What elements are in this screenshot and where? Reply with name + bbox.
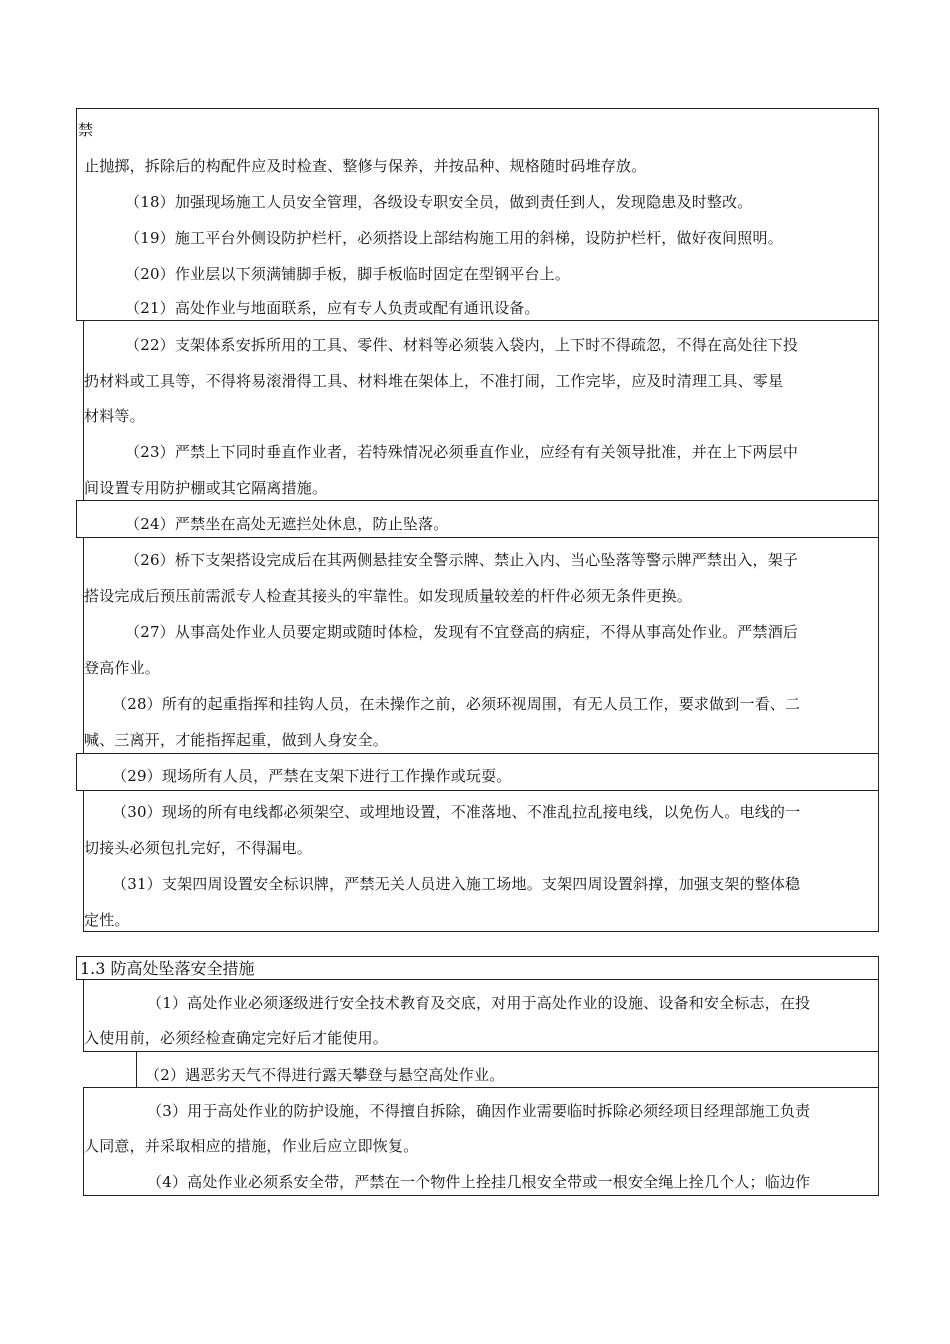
text-line: 喊、三离开，才能指挥起重，做到人身安全。 bbox=[84, 731, 389, 749]
text-block-1 bbox=[76, 108, 879, 321]
text-line: （22）支架体系安拆所用的工具、零件、材料等必须装入袋内，上下时不得疏忽，不得在高处往下投 bbox=[125, 336, 799, 354]
text-line: 入使用前，必须经检查确定完好后才能使用。 bbox=[84, 1029, 389, 1047]
text-line: 切接头必须包扎完好，不得漏电。 bbox=[84, 839, 313, 857]
text-line: 人同意，并采取相应的措施，作业后应立即恢复。 bbox=[84, 1137, 419, 1155]
text-line: （30）现场的所有电线都必须架空、或埋地设置，不准落地、不准乱拉乱接电线，以免伤人。电线的一 bbox=[112, 803, 801, 821]
text-line: （24）严禁坐在高处无遮拦处休息，防止坠落。 bbox=[125, 515, 449, 533]
text-line: （26）桥下支架搭设完成后在其两侧悬挂安全警示牌、禁止入内、当心坠落等警示牌严禁出入，架子 bbox=[125, 551, 799, 569]
text-line: （28）所有的起重指挥和挂钩人员，在未操作之前，必须环视周围，有无人员工作，要求做到一看、二 bbox=[112, 695, 801, 713]
text-line: （31）支架四周设置安全标识牌，严禁无关人员进入施工场地。支架四周设置斜撑，加强支架的整体稳 bbox=[112, 875, 801, 893]
text-line: 间设置专用防护棚或其它隔离措施。 bbox=[84, 479, 328, 497]
text-line: 止抛掷，拆除后的构配件应及时检查、整修与保养，并按品种、规格随时码堆存放。 bbox=[84, 157, 647, 175]
text-line: 材料等。 bbox=[84, 407, 145, 425]
text-line: 禁 bbox=[78, 121, 94, 139]
text-line: （1）高处作业必须逐级进行安全技术教育及交底，对用于高处作业的设施、设备和安全标志，在投 bbox=[147, 994, 811, 1012]
text-line: （4）高处作业必须系安全带，严禁在一个物件上拴挂几根安全带或一根安全绳上拴几个人；临边作 bbox=[147, 1173, 811, 1191]
text-line: （29）现场所有人员，严禁在支架下进行工作操作或玩耍。 bbox=[112, 767, 512, 785]
text-line: （19）施工平台外侧设防护栏杆，必须搭设上部结构施工用的斜梯，设防护栏杆，做好夜间照明。 bbox=[125, 229, 783, 247]
text-line: 搭设完成后预压前需派专人检查其接头的牢靠性。如发现质量较差的杆件必须无条件更换。 bbox=[84, 587, 693, 605]
text-line: （20）作业层以下须满铺脚手板，脚手板临时固定在型钢平台上。 bbox=[125, 265, 571, 283]
text-line: 登高作业。 bbox=[84, 659, 161, 677]
text-line: （27）从事高处作业人员要定期或随时体检，发现有不宜登高的病症，不得从事高处作业。严禁酒后 bbox=[125, 623, 799, 641]
text-line: （2）遇恶劣天气不得进行露天攀登与悬空高处作业。 bbox=[145, 1066, 505, 1084]
text-line: 扔材料或工具等，不得将易滚滑得工具、材料堆在架体上，不准打闹，工作完毕，应及时清理工具、零星 bbox=[84, 372, 784, 390]
section-title: 1.3 防高处坠落安全措施 bbox=[80, 959, 255, 978]
text-line: （21）高处作业与地面联系，应有专人负责或配有通讯设备。 bbox=[125, 299, 540, 317]
text-line: （23）严禁上下同时垂直作业者，若特殊情况必须垂直作业，应经有有关领导批准，并在上下两层中 bbox=[125, 443, 799, 461]
text-line: （18）加强现场施工人员安全管理，各级设专职安全员，做到责任到人，发现隐患及时整改。 bbox=[125, 193, 753, 211]
text-line: 定性。 bbox=[84, 911, 130, 929]
text-line: （3）用于高处作业的防护设施，不得擅自拆除，确因作业需要临时拆除必须经项目经理部施工负责 bbox=[147, 1102, 811, 1120]
